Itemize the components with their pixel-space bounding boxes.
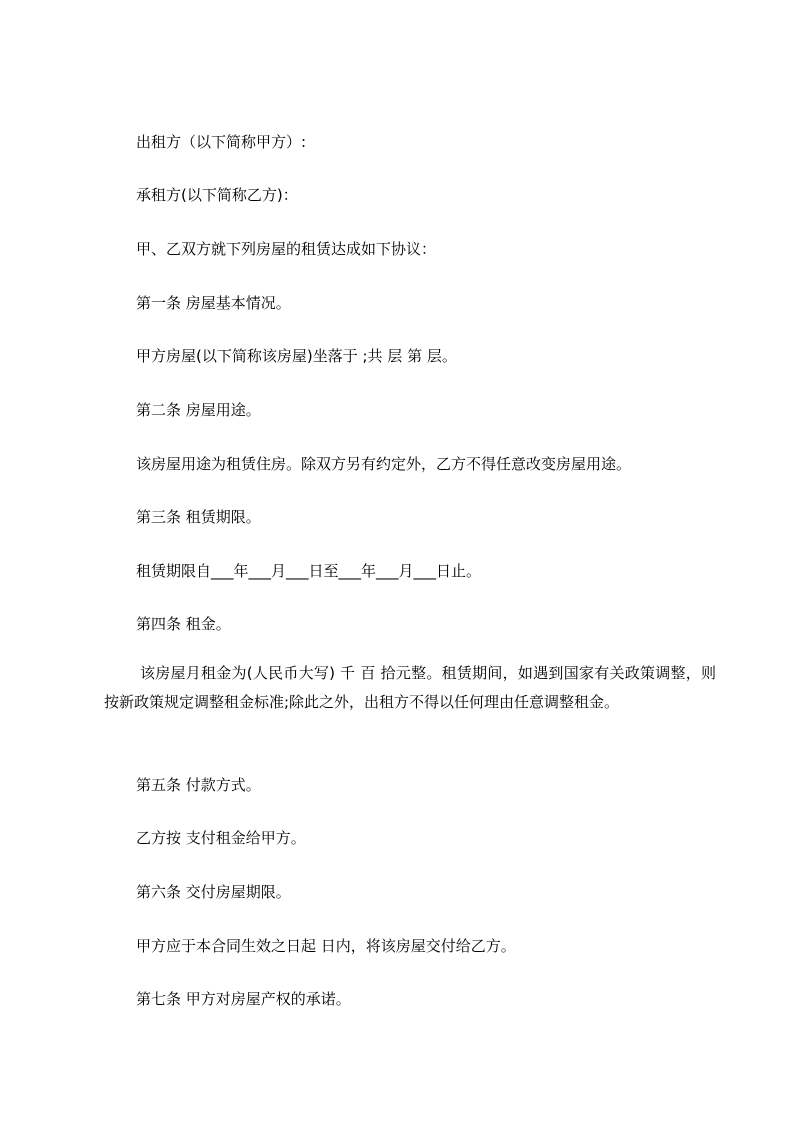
article-7-heading: 第七条 甲方对房屋产权的承诺。 <box>136 990 351 1008</box>
article-6-heading: 第六条 交付房屋期限。 <box>136 883 291 901</box>
article-2-body: 该房屋用途为租赁住房。除双方另有约定外，乙方不得任意改变房屋用途。 <box>136 455 632 473</box>
article-4-heading: 第四条 租金。 <box>136 615 231 633</box>
article-5-body: 乙方按 支付租金给甲方。 <box>136 829 306 847</box>
lessee-line: 承租方(以下简称乙方)： <box>136 186 298 204</box>
article-6-body: 甲方应于本合同生效之日起 日内，将该房屋交付给乙方。 <box>136 937 516 955</box>
article-4-body <box>104 659 716 717</box>
article-3-heading: 第三条 租赁期限。 <box>136 508 261 526</box>
lessor-line: 出租方（以下简称甲方）: <box>136 133 307 151</box>
article-5-heading: 第五条 付款方式。 <box>136 776 261 794</box>
article-1-body: 甲方房屋(以下简称该房屋)坐落于 ;共 层 第 层。 <box>136 347 457 365</box>
article-2-heading: 第二条 房屋用途。 <box>136 401 261 419</box>
article-1-heading: 第一条 房屋基本情况。 <box>136 294 291 312</box>
article-4-body-text: 该房屋月租金为(人民币大写) 千 百 拾元整。租赁期间，如遇到国家有关政策调整，则按新政策规定调整租金标准;除此之外，出租方不得以任何理由任意调整租金。 <box>104 664 716 711</box>
agreement-intro: 甲、乙双方就下列房屋的租赁达成如下协议： <box>136 240 437 258</box>
article-3-body: 租赁期限自___年___月___日至___年___月___日止。 <box>136 562 482 580</box>
